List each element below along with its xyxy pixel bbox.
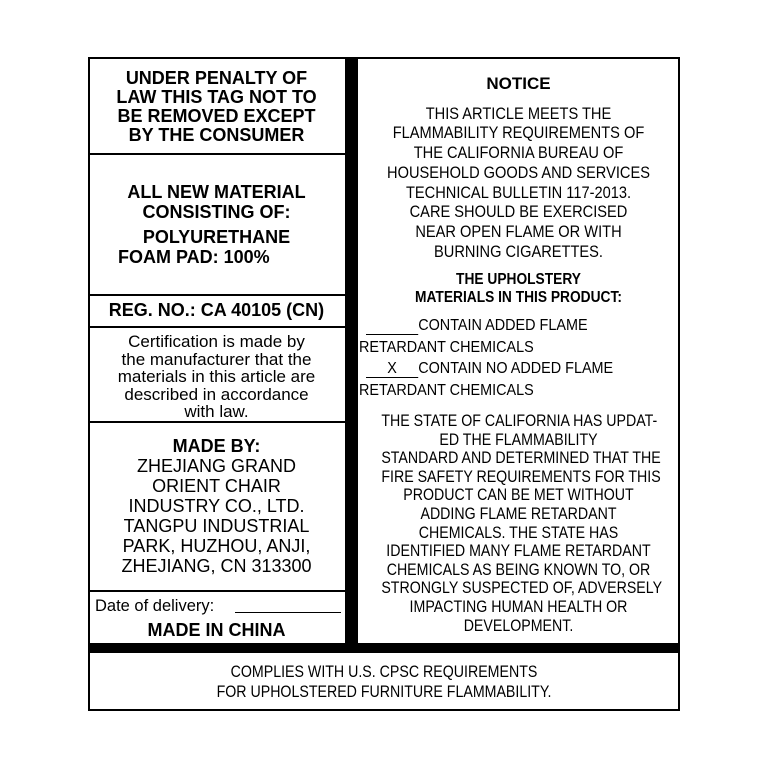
certification-line: materials in this article are bbox=[117, 367, 316, 386]
notice-line: THIS ARTICLE MEETS THE bbox=[425, 103, 612, 123]
option-added-checkbox[interactable] bbox=[366, 317, 418, 335]
material-heading-line: ALL NEW MATERIAL bbox=[127, 182, 306, 202]
state-notice bbox=[359, 412, 678, 635]
state-line: IDENTIFIED MANY FLAME RETARDANT bbox=[386, 542, 651, 561]
material-heading bbox=[90, 182, 343, 222]
manufacturer-line: ZHEJIANG GRAND bbox=[136, 456, 296, 476]
option-none-row-cont bbox=[359, 382, 534, 400]
upholstery-heading-line: MATERIALS IN THIS PRODUCT: bbox=[415, 289, 622, 306]
state-line: IMPACTING HUMAN HEALTH OR bbox=[409, 597, 628, 616]
compliance-footer bbox=[90, 662, 678, 702]
state-line: CHEMICALS. THE STATE HAS bbox=[418, 523, 619, 542]
option-none-label: RETARDANT CHEMICALS bbox=[359, 382, 534, 399]
upholstery-heading-line: THE UPHOLSTERY bbox=[456, 271, 581, 288]
country-of-origin bbox=[90, 620, 343, 640]
state-line: ADDING FLAME RETARDANT bbox=[420, 504, 617, 523]
notice-line: CARE SHOULD BE EXERCISED bbox=[409, 202, 628, 222]
certification-line: described in accordance bbox=[124, 384, 309, 404]
option-none-checkbox[interactable]: X bbox=[366, 360, 418, 378]
registration-number-text: REG. NO.: CA 40105 (CN) bbox=[108, 300, 325, 320]
material-item: FOAM PAD: 100% bbox=[118, 247, 270, 267]
notice-block bbox=[359, 74, 678, 261]
compliance-line: COMPLIES WITH U.S. CPSC REQUIREMENTS bbox=[230, 663, 538, 681]
notice-line: BURNING CIGARETTES. bbox=[434, 241, 603, 261]
penalty-line: UNDER PENALTY OF bbox=[125, 68, 308, 88]
material-heading-line: CONSISTING OF: bbox=[142, 202, 291, 222]
registration-number bbox=[90, 300, 343, 320]
separator bbox=[88, 153, 345, 155]
country-of-origin-text: MADE IN CHINA bbox=[147, 620, 286, 640]
footer-divider bbox=[88, 643, 680, 653]
certification-line: Certification is made by bbox=[128, 332, 305, 351]
state-line: PRODUCT CAN BE MET WITHOUT bbox=[403, 486, 634, 505]
delivery-date-row bbox=[95, 597, 214, 616]
notice-line: FLAMMABILITY REQUIREMENTS OF bbox=[392, 123, 645, 143]
notice-line: NEAR OPEN FLAME OR WITH bbox=[415, 221, 622, 241]
option-added-label: CONTAIN ADDED FLAME bbox=[418, 317, 588, 334]
notice-line: THE CALIFORNIA BUREAU OF bbox=[413, 143, 624, 163]
material-content bbox=[90, 227, 343, 267]
state-line: THE STATE OF CALIFORNIA HAS UPDAT- bbox=[381, 412, 658, 430]
made-by-label: MADE BY: bbox=[172, 436, 261, 456]
option-added-row bbox=[366, 317, 588, 335]
manufacturer-block bbox=[90, 436, 343, 576]
separator bbox=[88, 421, 345, 423]
column-divider bbox=[345, 57, 358, 643]
delivery-label: Date of delivery: bbox=[95, 597, 215, 615]
certification-statement bbox=[90, 333, 343, 421]
notice-title: NOTICE bbox=[486, 74, 551, 93]
separator bbox=[88, 294, 345, 296]
penalty-line: BY THE CONSUMER bbox=[128, 125, 305, 145]
option-none-label: CONTAIN NO ADDED FLAME bbox=[418, 360, 614, 377]
state-line: DEVELOPMENT. bbox=[463, 616, 574, 635]
compliance-line: FOR UPHOLSTERED FURNITURE FLAMMABILITY. bbox=[216, 683, 552, 701]
manufacturer-line: ZHEJIANG, CN 313300 bbox=[121, 556, 312, 576]
manufacturer-line: ORIENT CHAIR bbox=[152, 476, 281, 496]
separator bbox=[88, 326, 345, 328]
state-line: CHEMICALS AS BEING KNOWN TO, OR bbox=[386, 560, 651, 579]
state-line: FIRE SAFETY REQUIREMENTS FOR THIS bbox=[381, 467, 661, 486]
penalty-line: LAW THIS TAG NOT TO bbox=[116, 87, 317, 107]
option-added-row-cont bbox=[359, 339, 534, 357]
penalty-notice bbox=[90, 69, 343, 145]
certification-line: the manufacturer that the bbox=[121, 349, 312, 369]
state-line: ED THE FLAMMABILITY bbox=[439, 430, 598, 449]
separator bbox=[88, 590, 345, 592]
state-line: STANDARD AND DETERMINED THAT THE bbox=[381, 449, 661, 468]
certification-line: with law. bbox=[184, 402, 249, 421]
state-line: STRONGLY SUSPECTED OF, ADVERSELY bbox=[381, 579, 663, 598]
penalty-line: BE REMOVED EXCEPT bbox=[117, 106, 316, 126]
option-added-label: RETARDANT CHEMICALS bbox=[359, 339, 534, 356]
delivery-date-field[interactable] bbox=[235, 612, 341, 613]
option-none-row bbox=[366, 360, 613, 378]
notice-line: TECHNICAL BULLETIN 117-2013. bbox=[405, 182, 632, 202]
manufacturer-line: PARK, HUZHOU, ANJI, bbox=[122, 536, 311, 556]
notice-line: HOUSEHOLD GOODS AND SERVICES bbox=[387, 162, 650, 182]
manufacturer-line: INDUSTRY CO., LTD. bbox=[128, 496, 305, 516]
upholstery-heading bbox=[359, 271, 678, 307]
manufacturer-line: TANGPU INDUSTRIAL bbox=[123, 516, 310, 536]
material-item: POLYURETHANE bbox=[142, 227, 291, 247]
